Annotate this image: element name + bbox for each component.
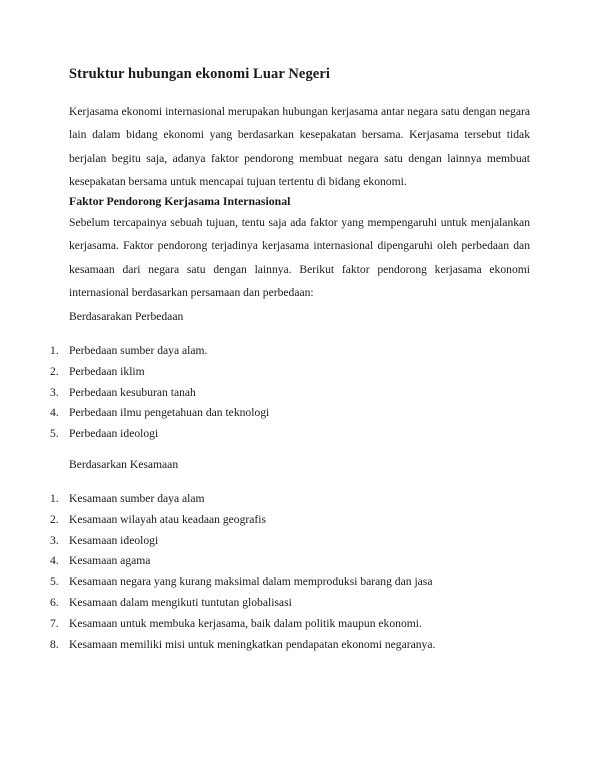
list-item-number: 1. [50, 344, 59, 357]
list-item-text: Kesamaan untuk membuka kerjasama, baik dalam politik maupun ekonomi. [69, 616, 422, 630]
list-item-text: Perbedaan ilmu pengetahuan dan teknologi [69, 406, 270, 420]
section-heading: Faktor Pendorong Kerjasama Internasional [69, 194, 291, 208]
list-item-number: 4. [50, 406, 59, 420]
section-paragraph: Sebelum tercapainya sebuah tujuan, tentu saja ada faktor yang mempengaruhi untuk menjalankan kerjasama. Faktor pendorong terjadinya kerjasama internasional dipengaruhi oleh perbedaan dan kesamaan dari negara satu dengan lainnya. Berikut faktor pendorong kerjasama ekonomi internasional berdasarkan persamaan dan perbedaan: [69, 216, 530, 299]
list-item-number: 3. [50, 385, 59, 399]
list-item-text: Kesamaan ideologi [69, 533, 159, 547]
list-item-text: Kesamaan agama [69, 554, 151, 568]
kesamaan-subheading: Berdasarkan Kesamaan [69, 458, 179, 471]
list-item-text: Perbedaan iklim [69, 364, 145, 378]
list-item-text: Perbedaan ideologi [69, 427, 159, 441]
list-item-text: Kesamaan wilayah atau keadaan geografis [69, 512, 266, 526]
list-item-number: 1. [50, 492, 59, 505]
perbedaan-subheading: Berdasarakan Perbedaan [69, 310, 184, 323]
intro-paragraph: Kerjasama ekonomi internasional merupakan hubungan kerjasama antar negara satu dengan negara lain dalam bidang ekonomi yang berdasarkan kesepakatan bersama. Kerjasama tersebut tidak berjalan begitu saja, adanya faktor pendorong membuat negara satu dengan lainnya membuat kesepakatan bersama untuk mencapai tujuan tertentu di bidang ekonomi. [69, 105, 530, 188]
list-item-text: Perbedaan kesuburan tanah [69, 385, 196, 399]
list-item-number: 2. [50, 512, 59, 526]
list-item-number: 2. [50, 364, 59, 378]
list-item-text: Perbedaan sumber daya alam. [69, 344, 208, 357]
list-item-text: Kesamaan sumber daya alam [69, 492, 205, 505]
document-title: Struktur hubungan ekonomi Luar Negeri [69, 66, 330, 82]
list-item-text: Kesamaan memiliki misi untuk meningkatkan pendapatan ekonomi negaranya. [69, 637, 436, 651]
list-item-number: 7. [50, 616, 59, 630]
list-item-number: 4. [50, 554, 59, 568]
list-item-number: 3. [50, 533, 59, 547]
list-item-number: 5. [50, 575, 59, 589]
list-item-text: Kesamaan dalam mengikuti tuntutan globalisasi [69, 595, 292, 609]
list-item-number: 6. [50, 595, 59, 609]
list-item-text: Kesamaan negara yang kurang maksimal dalam memproduksi barang dan jasa [69, 575, 433, 589]
list-item-number: 8. [50, 637, 59, 651]
list-item-number: 5. [50, 427, 59, 441]
